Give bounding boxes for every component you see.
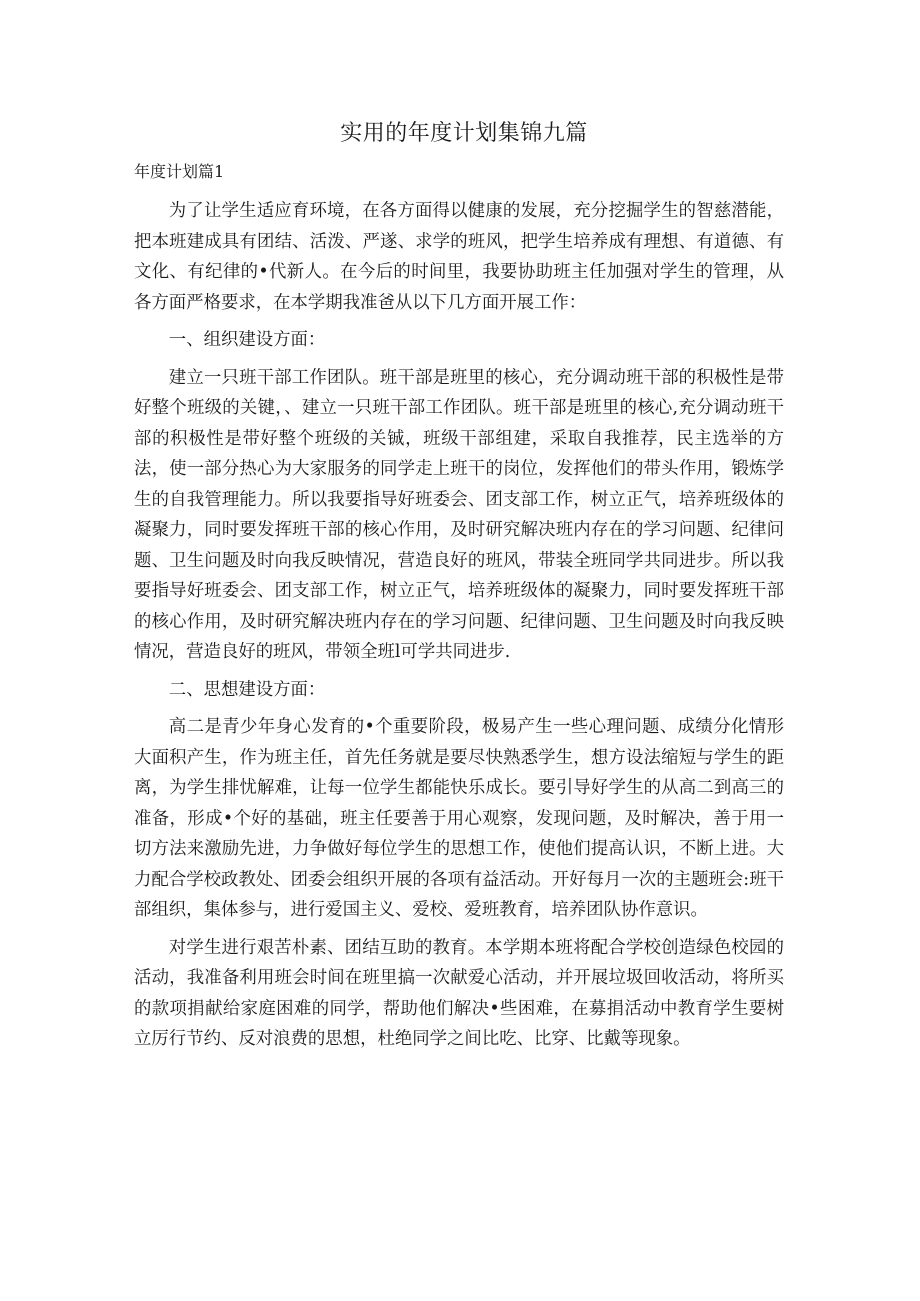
paragraph-ideology: 高二是青少年身心发育的•个重要阶段，极易产生一些心理问题、成绩分化情形大面积产生，作为班主任，首先任务就是要尽快熟悉学生，想方设法缩短与学生的距离，为学生排忧解难，让每一位学生都能快乐成长。要引导好学生的从高二到高三的准备，形成•个好的基础，班主任要善于用心观察，发现问题，及时解决，善于用一切方法来激励先进，力争做好每位学生的思想工作，使他们提高认识，不断上进。大力配合学校政教处、团委会组织开展的各项有益活动。开好每月一次的主题班会:班干部组织，集体参与，进行爱国主义、爱校、爱班教育，培养团队协作意识。: [134, 717, 784, 920]
paragraph-education: 对学生进行艰苦朴素、团结互助的教育。本学期本班将配合学校创造绿色校园的活动，我准备利用班会时间在班里搞一次献爱心活动，并开展垃圾回收活动，将所买的款项捐献给家庭困难的同学，帮助他们解决•些困难，在募捐活动中教育学生要树立厉行节约、反对浪费的思想，杜绝同学之间比吃、比穿、比戴等现象。: [134, 937, 784, 1049]
document-title: 实用的年度计划集锦九篇: [340, 121, 588, 146]
paragraph-organization: 建立一只班干部工作团队。班干部是班里的核心，充分调动班干部的积极性是带好整个班级的关键，、建立一只班干部工作团队。班干部是班里的核心,充分调动班干部的积极性是带好整个班级的关铖，班级干部组建，采取自我推荐，民主选举的方法，使一部分热心为大家服务的同学走上班干的岗位，发挥他们的带头作用，锻炼学生的自我管理能力。所以我要指导好班委会、团支部工作，树立正气，培养班级体的凝聚力，同时要发挥班干部的核心作用，及时研究解决班内存在的学习问题、纪律问题、卫生问题及时向我反映情况，营造良好的班风，带装全班同学共同进步。所以我要指导好班委会、团支部工作，树立正气，培养班级体的凝聚力，同时要发挥班干部的核心作用，及时研究解决班内存在的学习问题、纪律问题、卫生问题及时向我反映情况，营造良好的班风，带领全班l可学共同进步.: [134, 367, 784, 662]
section-heading-ideology: 二、思想建设方面：: [168, 679, 326, 700]
document-body: [134, 196, 784, 1062]
paragraph-intro: 为了让学生适应育环境，在各方面得以健康的发展，充分挖掘学生的智慈潜能，把本班建成具有团结、活泼、严遂、求学的班风，把学生培养成有理想、有道德、有文化、有纪律的•代新人。在今后的时间里，我要协助班主任加强对学生的管理，从各方面严格要求，在本学期我准爸从以下几方面开展工作：: [134, 201, 784, 313]
section-heading-organization: 一、组织建设方面：: [168, 330, 326, 350]
section-subtitle: 年度计划篇1: [134, 162, 225, 181]
